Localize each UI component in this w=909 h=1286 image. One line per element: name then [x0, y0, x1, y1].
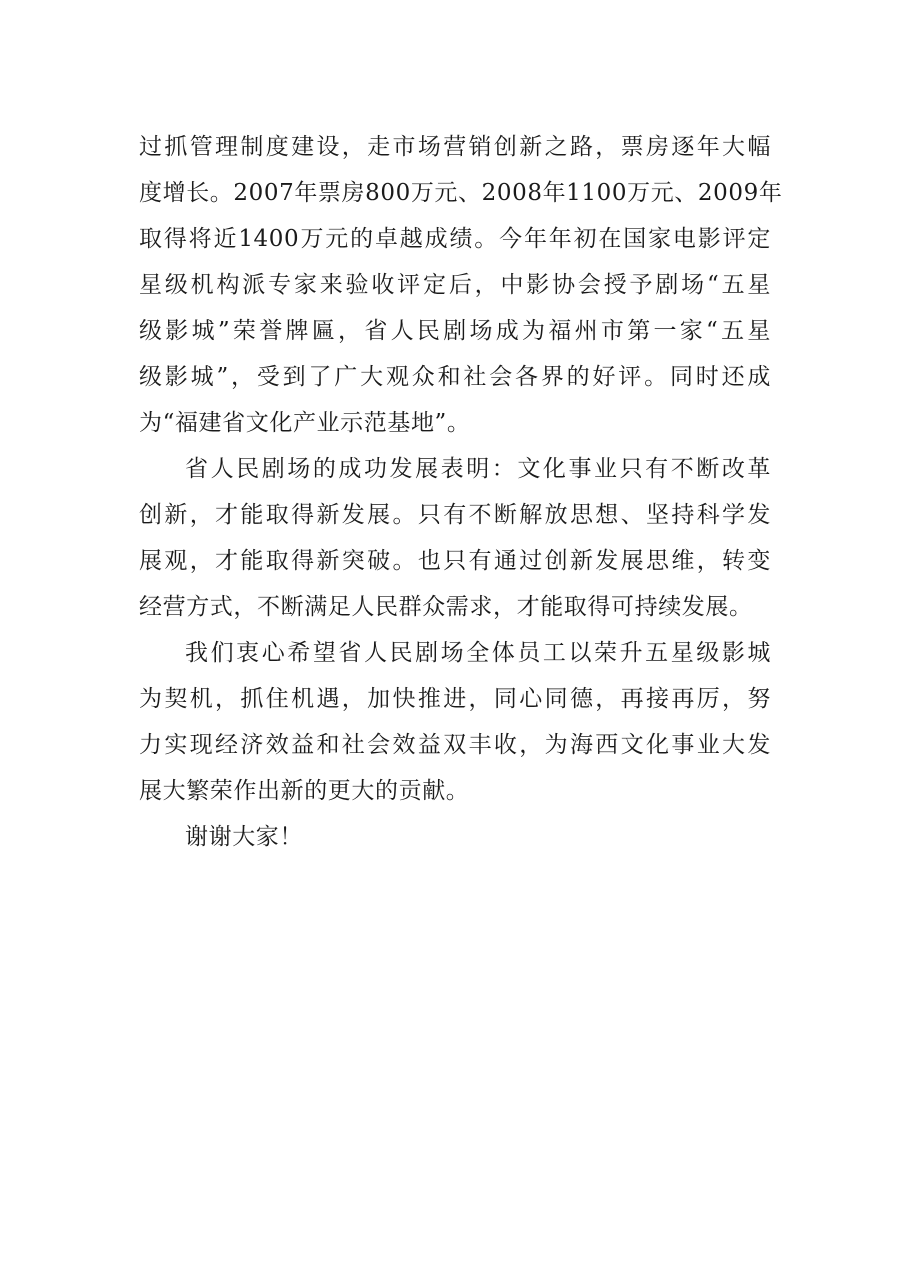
paragraph-line: 创新，才能取得新发展。只有不断解放思想、坚持科学发 [139, 502, 771, 528]
paragraph-line: 星级机构派专家来验收评定后，中影协会授予剧场“五星 [139, 272, 771, 298]
paragraph-line: 为“福建省文化产业示范基地”。 [139, 410, 471, 436]
paragraph-2 [139, 446, 771, 630]
paragraph-line: 取得将近1400万元的卓越成绩。今年年初在国家电影评定 [139, 226, 771, 252]
paragraph-line: 我们衷心希望省人民剧场全体员工以荣升五星级影城 [185, 640, 771, 666]
paragraph-3 [139, 630, 771, 814]
paragraph-line: 展大繁荣作出新的更大的贡献。 [139, 778, 470, 804]
paragraph-line: 展观，才能取得新突破。也只有通过创新发展思维，转变 [139, 548, 771, 574]
paragraph-line: 级影城”荣誉牌匾，省人民剧场成为福州市第一家“五星 [139, 318, 771, 344]
paragraph-line: 级影城”，受到了广大观众和社会各界的好评。同时还成 [139, 364, 771, 390]
paragraph-1 [139, 124, 783, 446]
closing-line: 谢谢大家！ [185, 824, 303, 850]
paragraph-line: 省人民剧场的成功发展表明：文化事业只有不断改革 [185, 456, 771, 482]
paragraph-line: 度增长。2007年票房800万元、2008年1100万元、2009年 [139, 180, 783, 206]
paragraph-4 [139, 814, 771, 860]
paragraph-line: 力实现经济效益和社会效益双丰收，为海西文化事业大发 [139, 732, 771, 758]
document-body [139, 124, 783, 860]
paragraph-line: 过抓管理制度建设，走市场营销创新之路，票房逐年大幅 [139, 134, 771, 160]
paragraph-line: 经营方式，不断满足人民群众需求，才能取得可持续发展。 [139, 594, 753, 620]
paragraph-line: 为契机，抓住机遇，加快推进，同心同德，再接再厉，努 [139, 686, 771, 712]
